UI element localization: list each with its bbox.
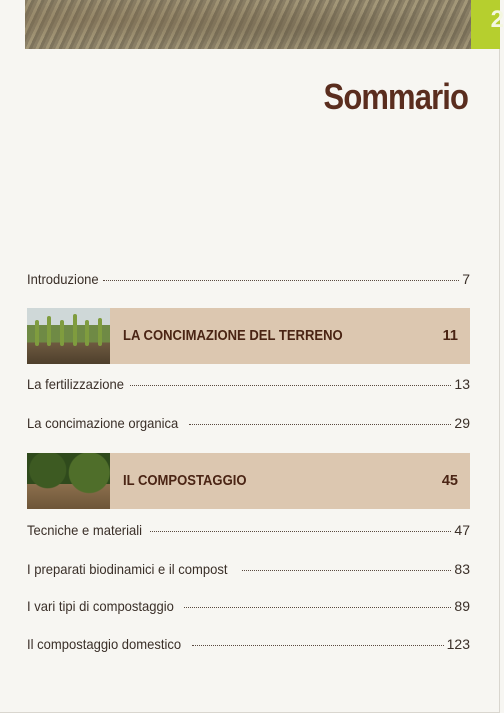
dot-leader — [189, 423, 452, 425]
chapter-tab — [471, 0, 504, 49]
toc-entry-label: La fertilizzazione — [27, 376, 124, 392]
toc-entry-page: 13 — [454, 376, 470, 392]
toc-entry-fertilizzazione[interactable] — [27, 376, 470, 396]
toc-entry-page: 83 — [454, 561, 470, 577]
dot-leader — [150, 530, 452, 532]
corn-field-photo-icon — [27, 308, 110, 364]
toc-entry-page: 7 — [462, 271, 470, 287]
toc-entry-preparati[interactable] — [27, 561, 470, 581]
toc-entry-label: I preparati biodinamici e il compost — [27, 561, 228, 577]
chapter-header-concimazione[interactable] — [27, 308, 470, 364]
toc-entry-label: La concimazione organica — [27, 415, 179, 431]
dot-leader — [192, 644, 444, 646]
toc-entry-label: I vari tipi di compostaggio — [27, 598, 174, 614]
chapter-page: 11 — [442, 328, 458, 344]
toc-entry-tipi[interactable] — [27, 598, 470, 618]
chapter-page: 45 — [441, 473, 458, 489]
toc-entry-concimazione-organica[interactable] — [27, 415, 470, 435]
dot-leader — [184, 606, 451, 608]
toc-entry-page: 29 — [454, 415, 470, 431]
chapter-title: IL COMPOSTAGGIO — [123, 473, 247, 489]
header-photo — [25, 0, 471, 49]
dot-leader — [103, 279, 459, 281]
toc-entry-introduzione[interactable] — [27, 271, 470, 291]
garden-path-photo-icon — [27, 453, 110, 509]
chapter-header-compostaggio[interactable] — [27, 453, 470, 509]
chapter-tab-number: 2 — [490, 6, 504, 33]
dot-leader — [242, 569, 452, 571]
dot-leader — [130, 384, 451, 386]
toc-entry-page: 47 — [454, 522, 470, 538]
toc-entry-label: Introduzione — [27, 271, 99, 287]
page-title: Sommario — [323, 76, 468, 117]
toc-entry-label: Tecniche e materiali — [27, 522, 143, 538]
toc-entry-tecniche[interactable] — [27, 522, 470, 542]
chapter-title: LA CONCIMAZIONE DEL TERRENO — [123, 328, 343, 344]
toc-entry-page: 89 — [454, 598, 470, 614]
toc-entry-page: 123 — [446, 636, 470, 652]
toc-entry-label: Il compostaggio domestico — [27, 636, 182, 652]
toc-entry-domestico[interactable] — [27, 636, 470, 656]
